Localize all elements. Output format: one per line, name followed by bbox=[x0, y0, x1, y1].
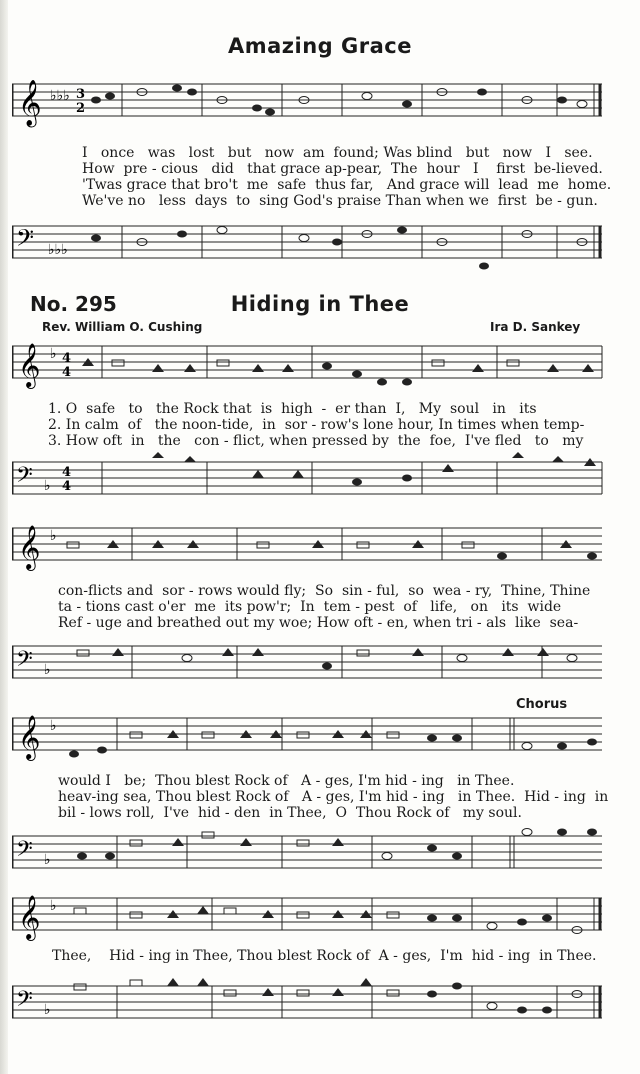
hymn-number: No. 295 bbox=[30, 292, 117, 316]
lyric-s1-line-3: 3. How oft in the con - flict, when pressed by the foe, I've fled to my bbox=[48, 433, 584, 449]
bass-staff-amazing-grace bbox=[12, 212, 612, 282]
lyric-verse-1: I once was lost but now am found; Was blind but now I see. bbox=[82, 145, 593, 161]
bass-clef-icon: 𝄢 bbox=[16, 647, 33, 677]
treble-staff-system-3 bbox=[12, 708, 612, 768]
lyric-verse-2: How pre - cious did that grace ap-pear, The hour I first be-lieved. bbox=[82, 161, 603, 177]
treble-clef-icon: 𝄞 bbox=[18, 343, 41, 387]
lyric-s4-line-1: Thee, Hid - ing in Thee, Thou blest Rock of A - ges, I'm hid - ing in Thee. bbox=[52, 948, 597, 964]
svg-text:2: 2 bbox=[76, 101, 86, 116]
lyric-s3-line-3: bil - lows roll, I've hid - den in Thee, O Thou Rock of my soul. bbox=[58, 805, 522, 821]
svg-text:♭: ♭ bbox=[50, 898, 57, 914]
treble-clef-icon: 𝄞 bbox=[18, 80, 42, 126]
svg-text:♭: ♭ bbox=[44, 662, 51, 678]
treble-staff-system-4 bbox=[12, 888, 612, 948]
treble-clef-icon: 𝄞 bbox=[18, 895, 41, 939]
bass-staff-system-4 bbox=[12, 972, 612, 1032]
svg-text:♭♭♭: ♭♭♭ bbox=[48, 242, 68, 258]
svg-text:♭: ♭ bbox=[50, 346, 57, 362]
bass-staff-system-3 bbox=[12, 826, 612, 881]
author-credit: Rev. William O. Cushing bbox=[42, 320, 203, 334]
svg-text:♭♭♭: ♭♭♭ bbox=[50, 88, 70, 104]
svg-text:♭: ♭ bbox=[44, 478, 51, 494]
lyric-s1-line-2: 2. In calm of the noon-tide, in sor - row's lone hour, In times when temp- bbox=[48, 417, 585, 433]
svg-text:♭: ♭ bbox=[50, 528, 57, 544]
bass-clef-icon: 𝄢 bbox=[16, 463, 33, 493]
svg-text:4: 4 bbox=[62, 351, 72, 366]
bass-staff-system-1 bbox=[12, 452, 612, 507]
svg-text:4: 4 bbox=[62, 465, 72, 480]
svg-text:4: 4 bbox=[62, 365, 72, 380]
treble-clef-icon: 𝄞 bbox=[18, 525, 41, 569]
svg-text:3: 3 bbox=[76, 87, 86, 102]
hymn-title-amazing-grace: Amazing Grace bbox=[228, 34, 412, 58]
bass-clef-icon: 𝄢 bbox=[16, 837, 33, 867]
svg-text:♭: ♭ bbox=[44, 852, 51, 868]
lyric-s1-line-1: 1. O safe to the Rock that is high - er than I, My soul in its bbox=[48, 401, 537, 417]
treble-staff-system-2 bbox=[12, 518, 612, 578]
hymn-title-hiding-in-thee: Hiding in Thee bbox=[230, 292, 410, 316]
bass-clef-icon: 𝄢 bbox=[16, 987, 33, 1017]
lyric-verse-4: We've no less days to sing God's praise Than when we first be - gun. bbox=[82, 193, 598, 209]
bass-clef-icon: 𝄢 bbox=[16, 224, 35, 257]
lyric-s2-line-1: con-flicts and sor - rows would fly; So sin - ful, so wea - ry, Thine, Thine bbox=[58, 583, 591, 599]
treble-staff-system-1 bbox=[12, 336, 612, 396]
lyric-s2-line-2: ta - tions cast o'er me its pow'r; In tem - pest of life, on its wide bbox=[58, 599, 562, 615]
treble-clef-icon: 𝄞 bbox=[18, 715, 41, 759]
svg-text:♭: ♭ bbox=[44, 1002, 51, 1018]
chorus-label: Chorus bbox=[516, 697, 568, 712]
lyric-s3-line-1: would I be; Thou blest Rock of A - ges, I'm hid - ing in Thee. bbox=[58, 773, 515, 789]
bass-staff-system-2 bbox=[12, 636, 612, 691]
lyric-s3-line-2: heav-ing sea, Thou blest Rock of A - ges, I'm hid - ing in Thee. Hid - ing in bbox=[58, 789, 609, 805]
treble-staff-amazing-grace bbox=[12, 70, 612, 140]
lyric-verse-3: 'Twas grace that bro't me safe thus far, And grace will lead me home. bbox=[82, 177, 612, 193]
lyric-s2-line-3: Ref - uge and breathed out my woe; How oft - en, when tri - als like sea- bbox=[58, 615, 579, 631]
svg-text:♭: ♭ bbox=[50, 718, 57, 734]
composer-credit: Ira D. Sankey bbox=[490, 320, 581, 334]
page-edge bbox=[0, 0, 8, 1074]
svg-text:4: 4 bbox=[62, 479, 72, 494]
